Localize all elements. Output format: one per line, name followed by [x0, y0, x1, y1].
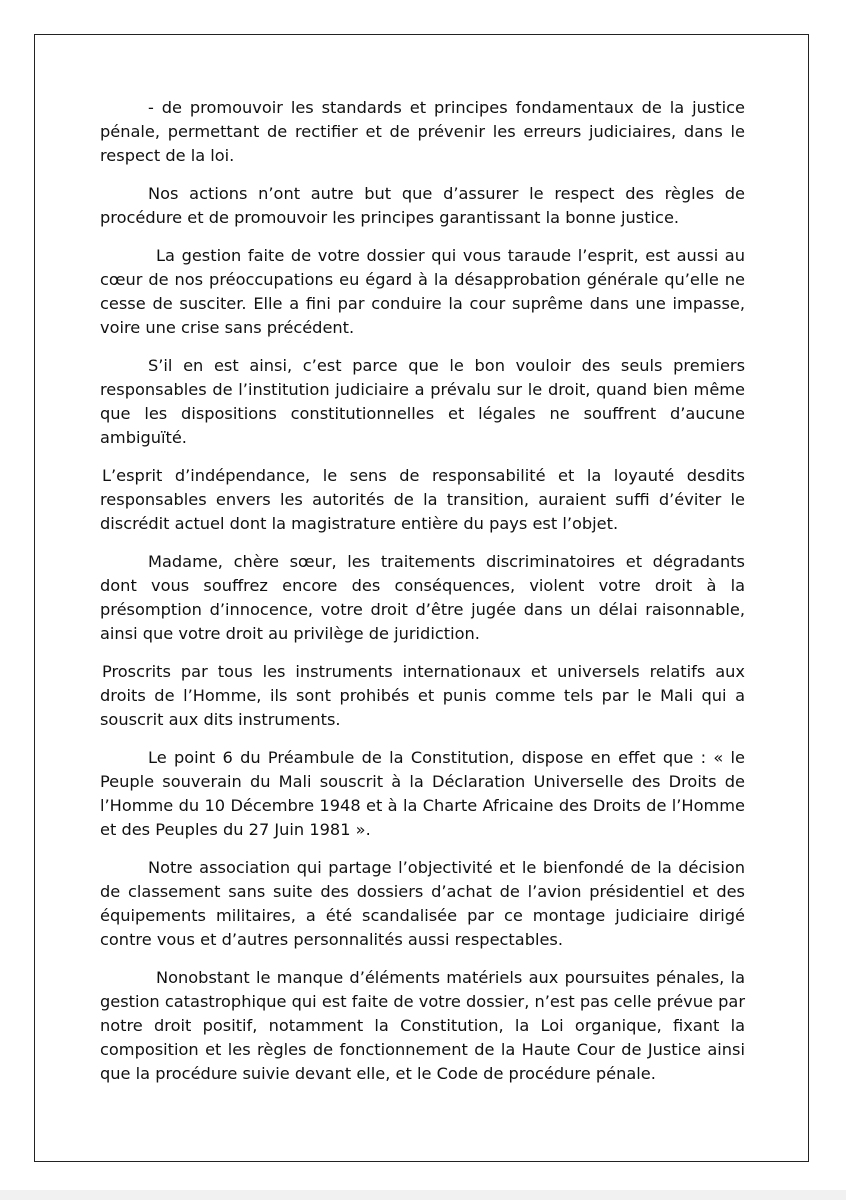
paragraph-5: L’esprit d’indépendance, le sens de responsabilité et la loyauté desdits responsables envers les autorités de la transition, auraient suffi d’éviter le discrédit actuel dont la magistrature entière du pays est l’objet. — [100, 466, 745, 533]
paragraph-1: - de promouvoir les standards et principes fondamentaux de la justice pénale, permettant de rectifier et de prévenir les erreurs judiciaires, dans le respect de la loi. — [100, 98, 745, 165]
paragraph-10: Nonobstant le manque d’éléments matériels aux poursuites pénales, la gestion catastrophique qui est faite de votre dossier, n’est pas celle prévue par notre droit positif, notamment la Constitution, la Loi organique, fixant la composition et les règles de fonctionnement de la Haute Cour de Justice ainsi que la procédure suivie devant elle, et le Code de procédure pénale. — [100, 968, 745, 1083]
paragraph-6: Madame, chère sœur, les traitements discriminatoires et dégradants dont vous souffrez encore des conséquences, violent votre droit à la présomption d’innocence, votre droit d’être jugée dans un délai raisonnable, ainsi que votre droit au privilège de juridiction. — [100, 552, 745, 643]
paragraph-9: Notre association qui partage l’objectivité et le bienfondé de la décision de classement sans suite des dossiers d’achat de l’avion présidentiel et des équipements militaires, a été scandalisée par ce montage judiciaire dirigé contre vous et d’autres personnalités aussi respectables. — [100, 858, 745, 949]
paragraph-3: La gestion faite de votre dossier qui vous taraude l’esprit, est aussi au cœur de nos préoccupations eu égard à la désapprobation générale qu’elle ne cesse de susciter. Elle a fini par conduire la cour suprême dans une impasse, voire une crise sans précédent. — [100, 246, 745, 337]
document-body — [100, 96, 745, 1100]
paragraph-8: Le point 6 du Préambule de la Constitution, dispose en effet que : « le Peuple souverain du Mali souscrit à la Déclaration Universelle des Droits de l’Homme du 10 Décembre 1948 et à la Charte Africaine des Droits de l’Homme et des Peuples du 27 Juin 1981 ». — [100, 748, 745, 839]
paragraph-4: S’il en est ainsi, c’est parce que le bon vouloir des seuls premiers responsables de l’institution judiciaire a prévalu sur le droit, quand bien même que les dispositions constitutionnelles et légales ne souffrent d’aucune ambiguïté. — [100, 356, 745, 447]
paragraph-2: Nos actions n’ont autre but que d’assurer le respect des règles de procédure et de promouvoir les principes garantissant la bonne justice. — [100, 184, 745, 227]
paragraph-7: Proscrits par tous les instruments internationaux et universels relatifs aux droits de l’Homme, ils sont prohibés et punis comme tels par le Mali qui a souscrit aux dits instruments. — [100, 662, 745, 729]
